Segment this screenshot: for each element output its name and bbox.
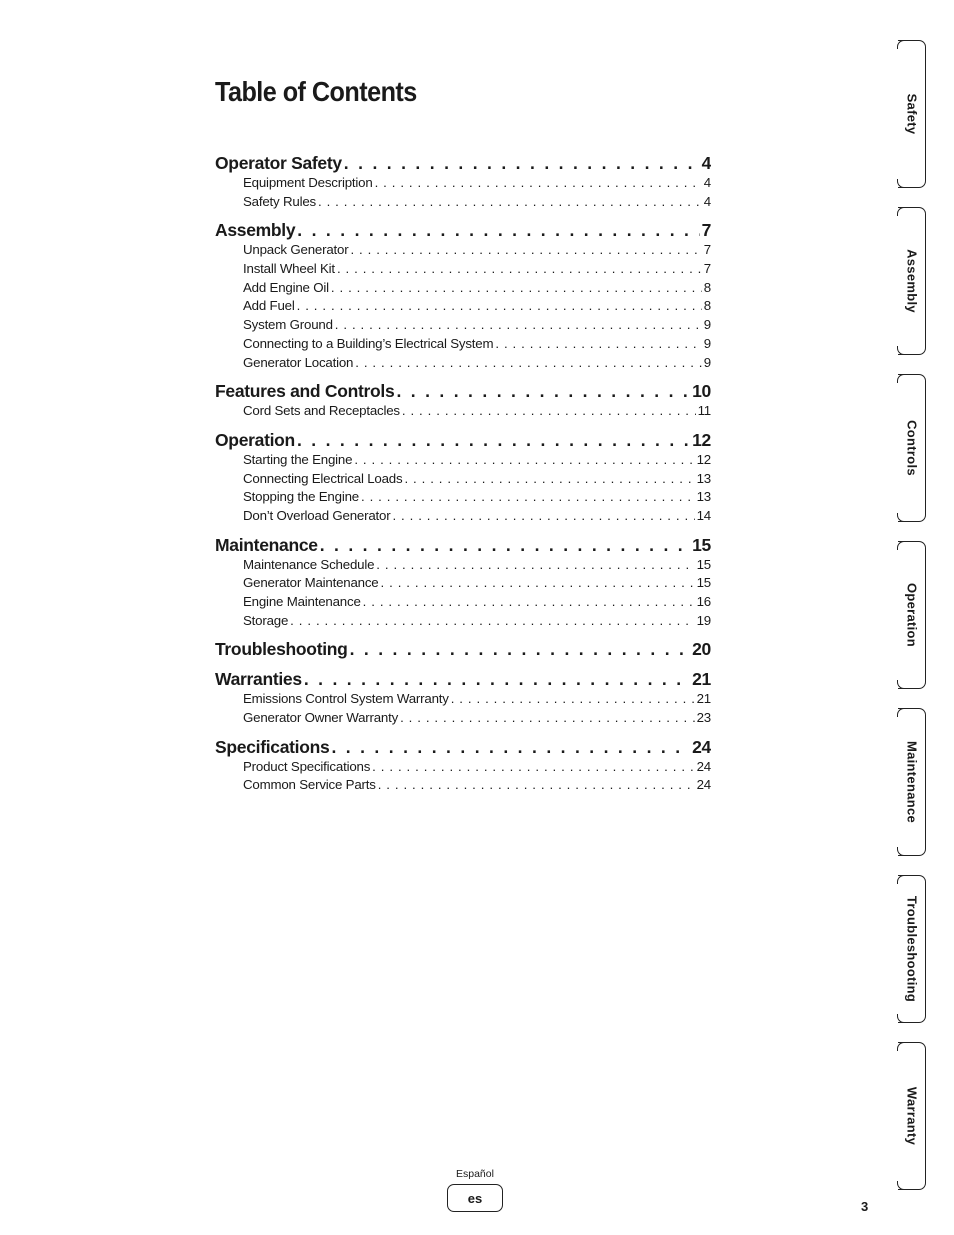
toc-heading[interactable] [215,535,711,557]
toc-entry[interactable] [215,613,711,632]
toc-entry[interactable] [215,280,711,299]
toc-section [215,535,711,632]
toc-entry[interactable] [215,710,711,729]
dot-leader [451,691,695,706]
toc-entry-page: 24 [696,758,711,774]
toc-section [215,639,711,661]
toc-entry-label: Stopping the Engine [243,489,359,505]
toc-heading-label: Operation [215,429,295,450]
toc-heading[interactable] [215,639,711,661]
toc-entry[interactable] [215,175,711,194]
toc-entry[interactable] [215,452,711,471]
toc-entry-label: Unpack Generator [243,242,349,258]
toc-entry-label: Safety Rules [243,193,316,209]
toc-heading-page: 21 [692,669,711,690]
toc-heading-page: 15 [692,534,711,555]
toc-entry-label: System Ground [243,317,333,333]
dot-leader [363,594,695,609]
dot-leader [318,194,702,209]
toc-entry-page: 13 [696,470,711,486]
side-tab-label: Controls [904,420,919,476]
side-tab-label: Assembly [904,249,919,313]
side-tab[interactable] [898,875,926,1023]
dot-leader [290,613,694,628]
toc-entry[interactable] [215,261,711,280]
toc-entry-page: 8 [703,279,711,295]
toc-entry-label: Common Service Parts [243,777,376,793]
side-tab[interactable] [898,541,926,689]
toc-entry[interactable] [215,777,711,796]
toc-heading-page: 12 [692,429,711,450]
side-tab[interactable] [898,374,926,522]
toc-heading[interactable] [215,381,711,403]
dot-leader [392,508,694,523]
toc-section [215,381,711,422]
toc-entry-label: Engine Maintenance [243,594,361,609]
toc-heading-page: 20 [692,639,711,660]
toc-heading-page: 4 [701,153,711,173]
toc-entry[interactable] [215,508,711,527]
toc-entry-page: 4 [703,193,711,209]
toc-entry[interactable] [215,355,711,374]
toc-entry[interactable] [215,403,711,422]
dot-leader [404,471,694,486]
toc-entry-page: 9 [703,335,711,351]
toc-heading-label: Features and Controls [215,381,395,402]
language-button[interactable] [447,1184,503,1212]
toc-entry[interactable] [215,336,711,355]
dot-leader [495,336,701,351]
side-tab[interactable] [898,207,926,355]
toc-entry-page: 9 [703,354,711,370]
toc-entry-page: 7 [703,242,711,258]
toc-entry-page: 14 [696,507,711,523]
toc-entry-page: 23 [696,710,711,726]
side-tab[interactable] [898,708,926,856]
dot-leader [400,710,695,725]
dot-leader [350,639,691,660]
toc-heading-label: Specifications [215,736,330,757]
toc-entry-page: 24 [696,777,711,793]
toc-entry-label: Equipment Description [243,175,373,190]
toc-entry-label: Don’t Overload Generator [243,507,391,523]
dot-leader [355,355,702,370]
toc-entry-label: Cord Sets and Receptacles [243,403,400,419]
toc-entry-label: Emissions Control System Warranty [243,691,449,707]
toc-entry[interactable] [215,575,711,594]
toc-entry-label: Storage [243,612,289,628]
toc-heading[interactable] [215,220,711,242]
dot-leader [376,557,694,572]
dot-leader [344,153,700,174]
toc-entry[interactable] [215,298,711,317]
toc-heading-label: Assembly [215,220,296,241]
toc-section [215,737,711,796]
page-number: 3 [861,1199,869,1214]
side-tab-label: Operation [904,582,919,648]
toc-heading[interactable] [215,153,711,175]
dot-leader [297,220,699,241]
toc-heading-page: 10 [692,381,711,402]
toc-entry[interactable] [215,759,711,778]
side-tab-label: Safety [904,93,919,135]
language-code: es [467,1190,483,1206]
toc-entry-label: Install Wheel Kit [243,261,335,277]
dot-leader [350,242,701,257]
side-tab-label: Maintenance [904,740,919,824]
toc-entry-page: 13 [696,489,711,505]
dot-leader [381,575,695,590]
toc-entry-page: 11 [697,403,711,419]
toc-entry[interactable] [215,557,711,576]
toc-entry-label: Starting the Engine [243,451,353,467]
toc-entry[interactable] [215,317,711,336]
side-tab[interactable] [898,40,926,188]
toc-entry-label: Generator Owner Warranty [243,710,399,726]
dot-leader [335,317,702,332]
toc-entry-page: 4 [703,175,711,190]
dot-leader [354,452,694,467]
toc-heading-label: Operator Safety [215,153,342,173]
toc-entry-page: 16 [696,594,711,609]
page-title: Table of Contents [215,76,417,107]
toc-heading-page: 7 [701,220,711,241]
toc-section [215,153,711,212]
side-tab-label: Troubleshooting [904,895,919,1003]
toc-entry-page: 19 [696,612,711,628]
toc-section [215,669,711,728]
toc-entry[interactable] [215,489,711,508]
toc-entry-label: Add Engine Oil [243,279,329,295]
toc-entry-label: Generator Location [243,354,354,370]
toc-entry-page: 9 [703,317,711,333]
language-label: Español [456,1168,494,1180]
dot-leader [378,777,695,792]
toc-entry[interactable] [215,594,711,613]
toc-entry-page: 15 [696,556,711,572]
toc-section [215,220,711,373]
side-tab[interactable] [898,1042,926,1190]
table-of-contents [215,153,711,804]
toc-entry-label: Product Specifications [243,758,371,774]
toc-entry-label: Add Fuel [243,298,295,314]
toc-entry[interactable] [215,691,711,710]
toc-entry-label: Connecting Electrical Loads [243,470,403,486]
toc-entry-label: Generator Maintenance [243,575,379,591]
toc-entry-page: 7 [703,261,711,277]
dot-leader [375,175,702,190]
toc-section [215,430,711,527]
toc-heading-label: Maintenance [215,534,318,555]
dot-leader [396,381,690,402]
toc-entry-page: 21 [696,691,711,707]
toc-heading[interactable] [215,669,711,691]
dot-leader [304,669,690,690]
toc-heading-page: 24 [692,736,711,757]
dot-leader [361,489,695,504]
dot-leader [402,403,696,418]
toc-heading-label: Warranties [215,669,302,690]
toc-entry-label: Connecting to a Building’s Electrical System [243,335,494,351]
toc-heading[interactable] [215,737,711,759]
toc-entry-page: 15 [696,575,711,591]
toc-entry-page: 12 [696,451,711,467]
dot-leader [337,261,702,276]
toc-entry[interactable] [215,242,711,261]
toc-heading-label: Troubleshooting [215,639,348,660]
dot-leader [297,298,702,313]
dot-leader [320,535,690,556]
toc-entry-label: Maintenance Schedule [243,556,375,572]
toc-entry-page: 8 [703,298,711,314]
toc-entry[interactable] [215,471,711,490]
toc-heading[interactable] [215,430,711,452]
dot-leader [331,737,690,758]
dot-leader [331,280,702,295]
dot-leader [297,430,690,451]
toc-entry[interactable] [215,194,711,213]
dot-leader [372,759,694,774]
side-tab-label: Warranty [904,1086,919,1146]
